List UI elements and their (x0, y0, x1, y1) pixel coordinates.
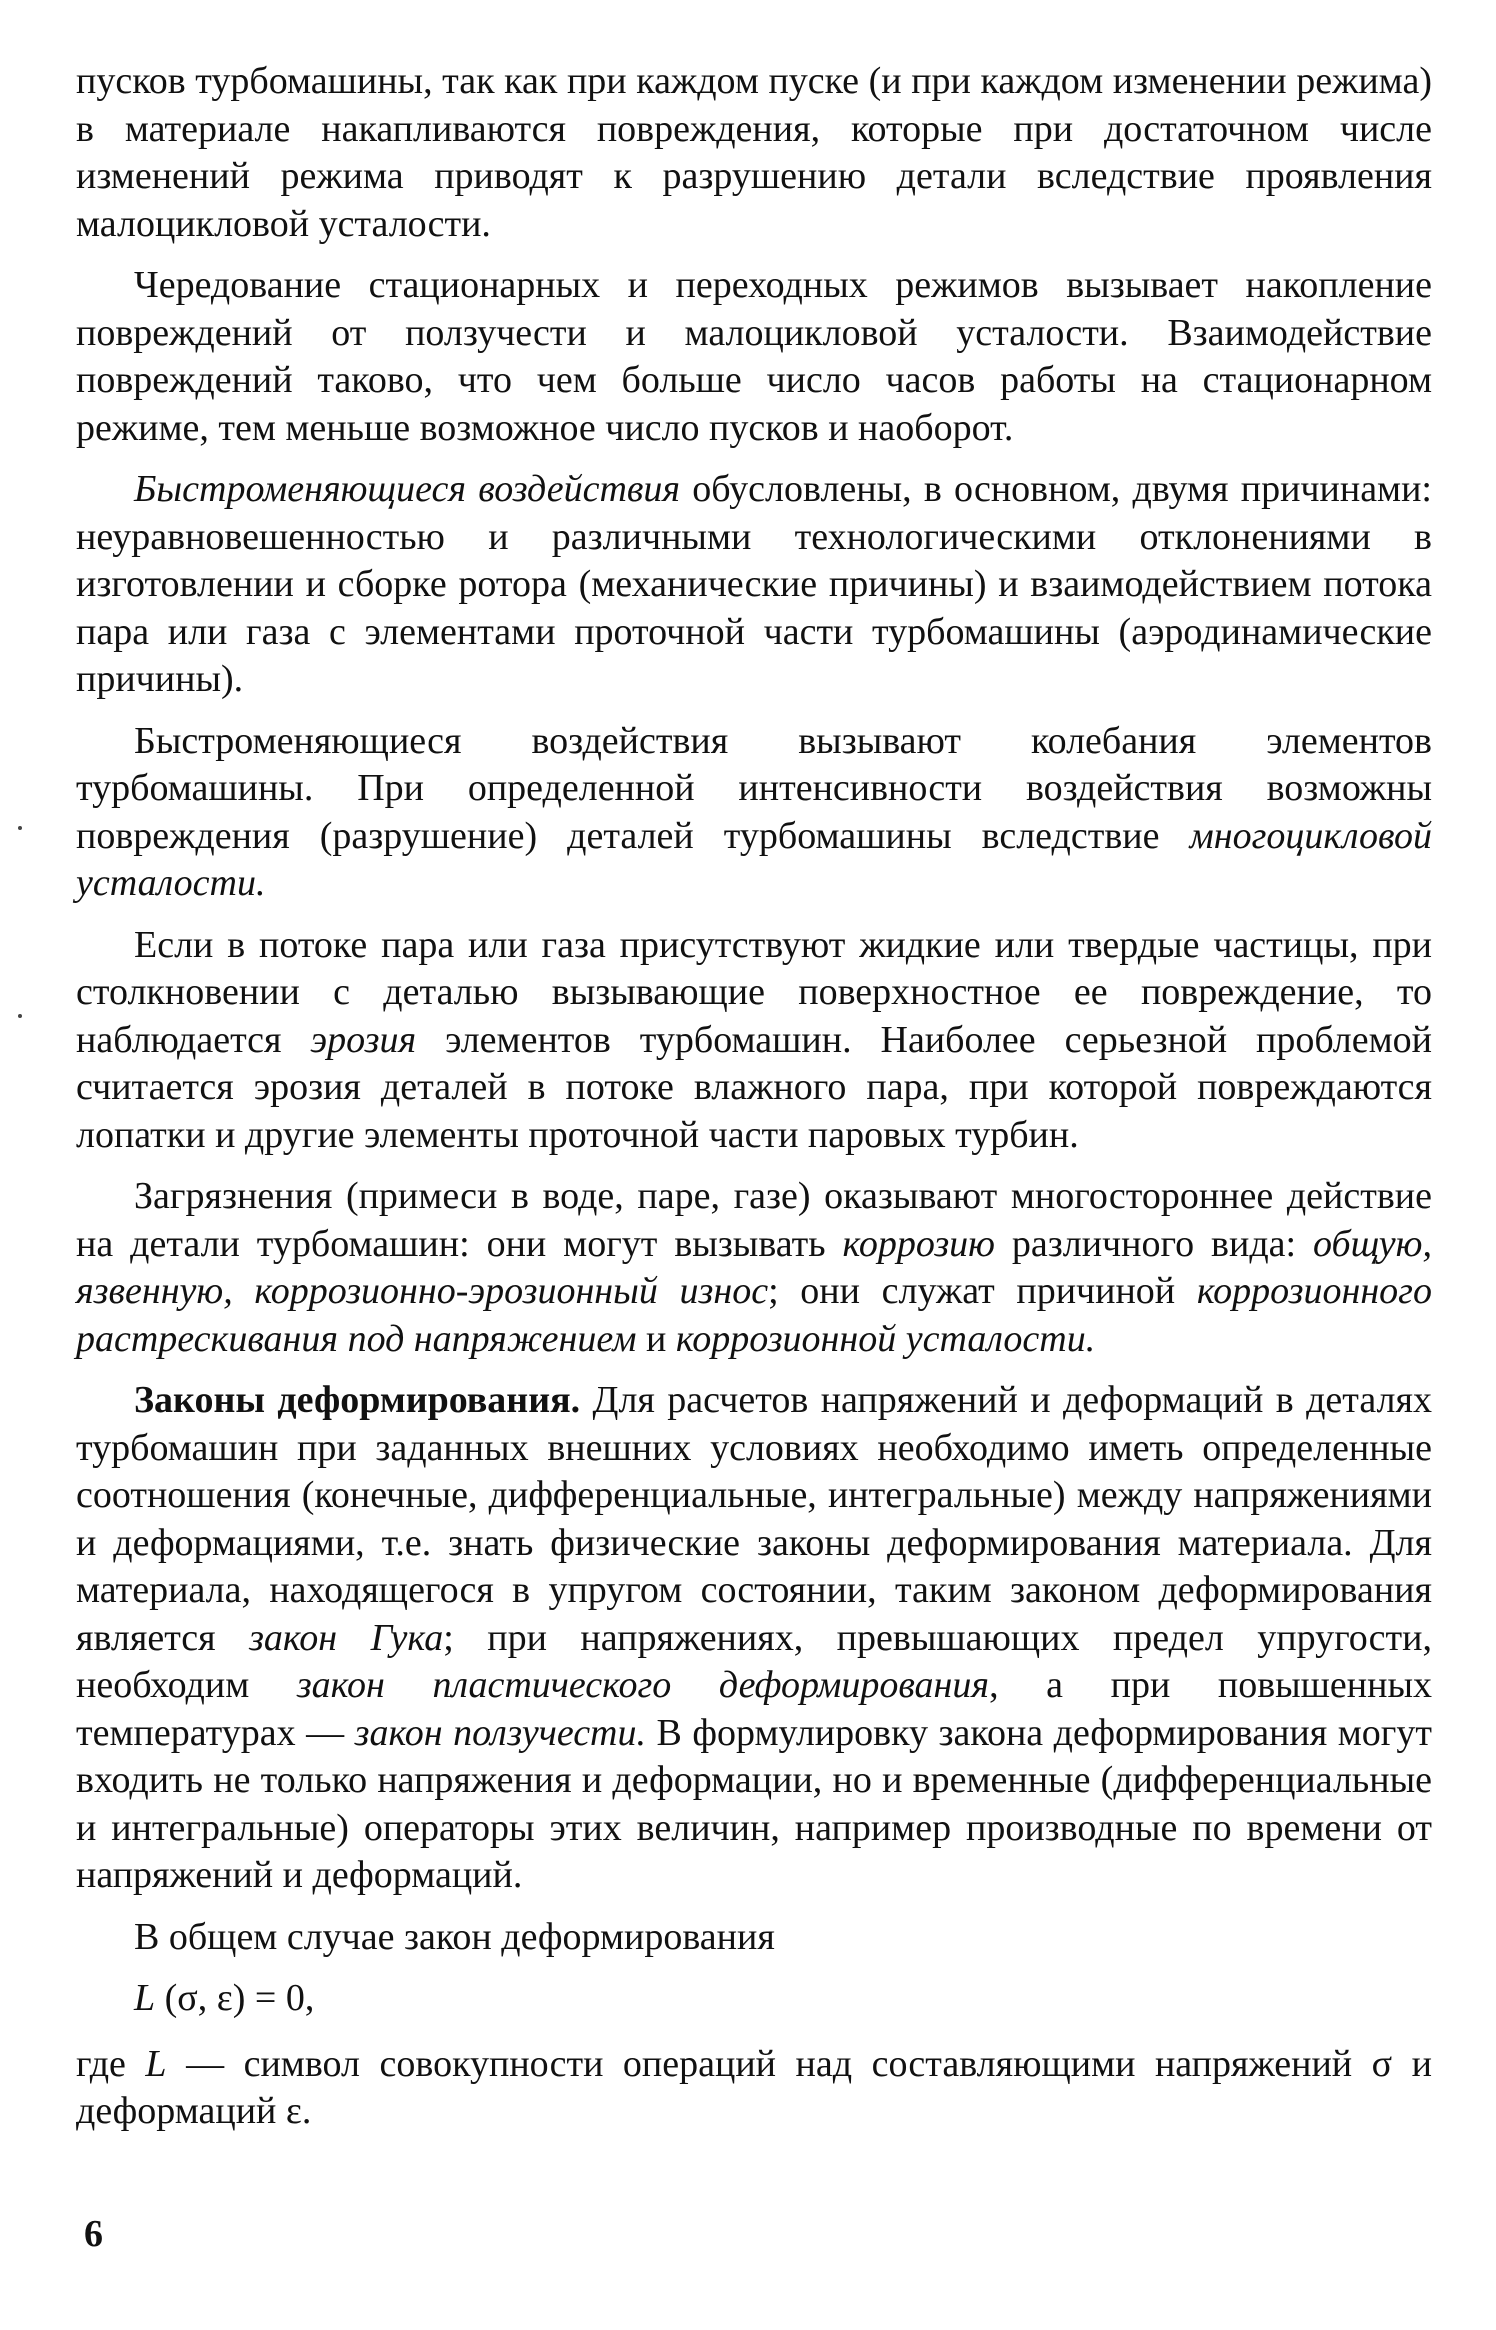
paragraph-deformation-laws (76, 1377, 1432, 1900)
formula-deformation-law (134, 1975, 1432, 2023)
formula-arguments: (σ, ε) = 0, (155, 1977, 315, 2019)
scan-speck (18, 1014, 22, 1018)
text-run: В общем случае закон деформирования (134, 1915, 775, 1958)
paragraph-continuation (76, 58, 1432, 248)
text-run: пусков турбомашины, так как при каждом пуске (и при каждом изменении режима) в материале накапливаются повреждения, которые при достаточном числе изменений режима приводят к разрушению детали вследствие проявления малоцикловой усталости. (76, 60, 1432, 245)
paragraph-where-text (76, 2041, 1432, 2136)
text-run: где (76, 2042, 146, 2085)
formula-symbol: L (134, 1977, 156, 2019)
text-run: и (636, 1317, 676, 1360)
text-run: В формулировку закона деформирования могут входить не только напряжения и деформации, но и временные (дифференциальные и интегральные) операторы этих величин, например производные по времени от напряжений и деформаций. (76, 1711, 1432, 1896)
text-run: Чередование стационарных и переходных режимов вызывает накопление повреждений от ползучести и малоцикловой усталости. Взаимодействие повреждений таково, что чем больше число часов работы на стационарном режиме, тем меньше возможное число пусков и наоборот. (76, 264, 1432, 449)
paragraph-contamination (76, 1173, 1432, 1363)
text-run: обусловлены, в основном, двумя причинами: неуравновешенностью и различными технологическими отклонениями в изготовлении и сборке ротора (механические причины) и взаимодействием потока пара или газа с элементами проточной части турбомашины (аэродинамические причины). (76, 468, 1432, 700)
page-body (76, 58, 1432, 2150)
italic-term: многоцикловой усталости. (76, 814, 1432, 904)
paragraph-where-l (76, 2041, 1432, 2136)
paragraph-fast-changing (76, 466, 1432, 704)
paragraph-alternation (76, 262, 1432, 452)
text-run: ; при напряжениях, превышающих предел упругости, необходим (76, 1616, 1432, 1706)
text-run: ; они служат причиной (768, 1270, 1197, 1312)
bold-heading: Законы деформирования. (134, 1379, 581, 1421)
italic-term: эрозия (310, 1018, 417, 1061)
italic-term: коррозионного растрескивания под напряжением (76, 1270, 1432, 1360)
paragraphs-container (76, 58, 1432, 1961)
italic-term: Быстроменяющиеся воздействия (134, 468, 681, 510)
text-run: Для расчетов напряжений и деформаций в деталях турбомашин при заданных внешних условиях необходимо иметь определенные соотношения (конечные, дифференциальные, интегральные) между напряжениями и деформациями, т.е. знать физические законы деформирования материала. Для материала, находящегося в упругом состоянии, таким законом деформирования является (76, 1379, 1432, 1659)
italic-term: закон пластического деформирования (296, 1664, 990, 1706)
text-run: , а при повышенных температурах — (76, 1664, 1432, 1754)
scan-speck (18, 826, 22, 830)
text-run: различного вида: (994, 1222, 1314, 1265)
page-number: 6 (84, 2213, 103, 2255)
italic-term: коррозию (842, 1222, 995, 1265)
text-run: Если в потоке пара или газа присутствуют жидкие или твердые частицы, при столкновении с деталью вызывающие поверхностное ее повреждение, то наблюдается (76, 923, 1432, 1061)
italic-term: закон Гука (249, 1616, 444, 1659)
italic-term: закон ползучести. (354, 1711, 646, 1754)
text-run: Быстроменяющиеся воздействия вызывают колебания элементов турбомашины. При определенной интенсивности воздействия возможны повреждения (разрушение) деталей турбомашины вследствие (76, 719, 1432, 857)
italic-term: коррозионной усталости. (675, 1317, 1096, 1360)
italic-term: L (145, 2042, 167, 2085)
text-run: элементов турбомашин. Наиболее серьезной проблемой считается эрозия деталей в потоке влажного пара, при которой повреждаются лопатки и другие элементы проточной части паровых турбин. (76, 1018, 1432, 1156)
paragraph-erosion (76, 922, 1432, 1160)
paragraph-vibrations (76, 718, 1432, 908)
text-run: Загрязнения (примеси в воде, паре, газе) оказывают многостороннее действие на детали турбомашин: они могут вызывать (76, 1175, 1432, 1265)
italic-term: общую, язвенную, коррозионно-эрозионный износ (76, 1222, 1432, 1312)
paragraph-general-case (76, 1914, 1432, 1962)
text-run: — символ совокупности операций над составляющими напряжений σ и деформаций ε. (76, 2042, 1432, 2132)
